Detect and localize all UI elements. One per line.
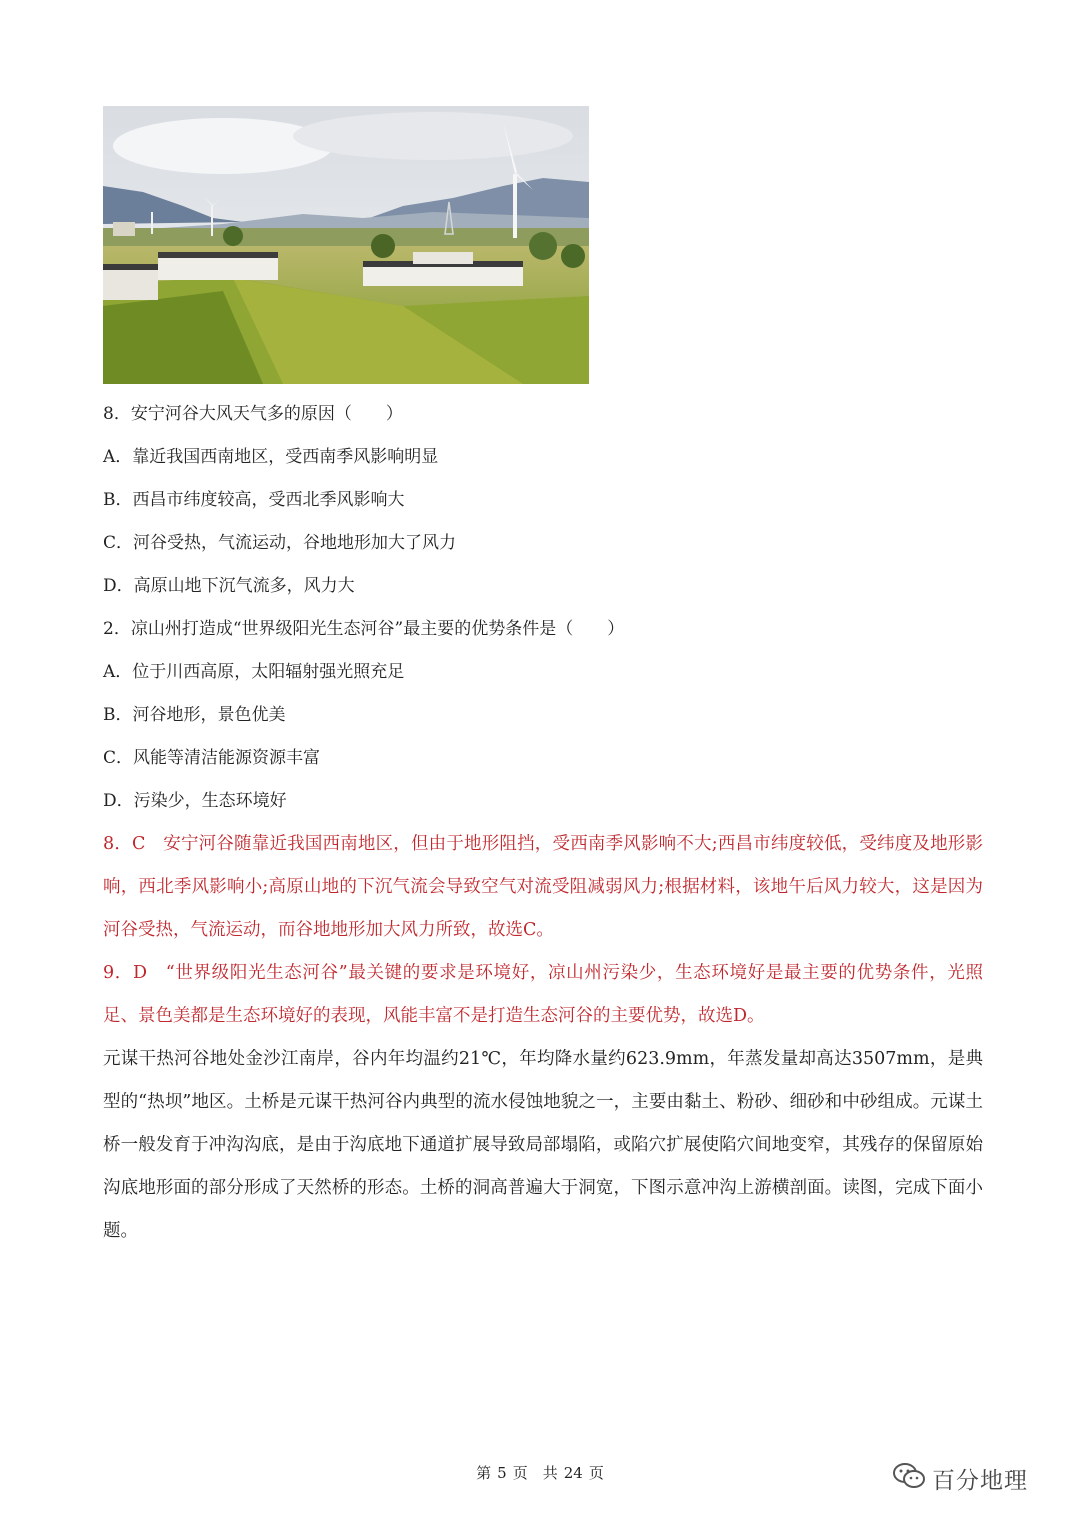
option-d: D．高原山地下沉气流多，风力大 xyxy=(103,576,355,596)
answer-9-explanation: 9．D “世界级阳光生态河谷”最关键的要求是环境好，凉山州污染少，生态环境好是最主要的优势条件，光照足、景色美都是生态环境好的表现，风能丰富不是打造生态河谷的主要优势，故选D。 xyxy=(103,963,983,1026)
question-2 xyxy=(103,608,983,823)
question-8 xyxy=(103,393,983,608)
option-b: B．西昌市纬度较高，受西北季风影响大 xyxy=(103,490,405,510)
page-prefix: 第 xyxy=(476,1464,492,1482)
landscape-photo xyxy=(103,106,589,384)
option-a: A．靠近我国西南地区，受西南季风影响明显 xyxy=(103,447,439,467)
document-body xyxy=(103,393,983,1253)
option-c: C．风能等清洁能源资源丰富 xyxy=(103,748,321,768)
valley-windfarm-image xyxy=(103,106,589,384)
page-total: 24 xyxy=(563,1464,583,1482)
option-d: D．污染少，生态环境好 xyxy=(103,791,287,811)
option-c: C．河谷受热，气流运动，谷地地形加大了风力 xyxy=(103,533,457,553)
wechat-watermark xyxy=(892,1458,1028,1498)
reading-passage: 元谋干热河谷地处金沙江南岸，谷内年均温约21℃，年均降水量约623.9mm，年蒸发量却高达3507mm，是典型的“热坝”地区。土桥是元谋干热河谷内典型的流水侵蚀地貌之一，主要由黏土、粉砂、细砂和中砂组成。元谋土桥一般发育于冲沟沟底，是由于沟底地下通道扩展导致局部塌陷，或陷穴扩展使陷穴间地变窄，其残存的保留原始沟底地形面的部分形成了天然桥的形态。土桥的洞高普遍大于洞宽，下图示意冲沟上游横剖面。读图，完成下面小题。 xyxy=(103,1049,983,1241)
page-suffix: 页 xyxy=(588,1464,604,1482)
watermark-text: 百分地理 xyxy=(932,1467,1028,1494)
option-b: B．河谷地形，景色优美 xyxy=(103,705,286,725)
page-mid: 页 共 xyxy=(512,1464,558,1482)
question-stem: 2．凉山州打造成“世界级阳光生态河谷”最主要的优势条件是（ ） xyxy=(103,619,625,639)
option-a: A．位于川西高原，太阳辐射强光照充足 xyxy=(103,662,405,682)
wechat-icon xyxy=(892,1462,926,1494)
page-current: 5 xyxy=(497,1464,507,1482)
answer-8-explanation: 8．C 安宁河谷随靠近我国西南地区，但由于地形阻挡，受西南季风影响不大;西昌市纬度较低，受纬度及地形影响，西北季风影响小;高原山地的下沉气流会导致空气对流受阻减弱风力;根据材料，该地午后风力较大，这是因为河谷受热，气流运动，而谷地地形加大风力所致，故选C。 xyxy=(103,834,983,940)
question-stem: 8．安宁河谷大风天气多的原因（ ） xyxy=(103,404,403,424)
